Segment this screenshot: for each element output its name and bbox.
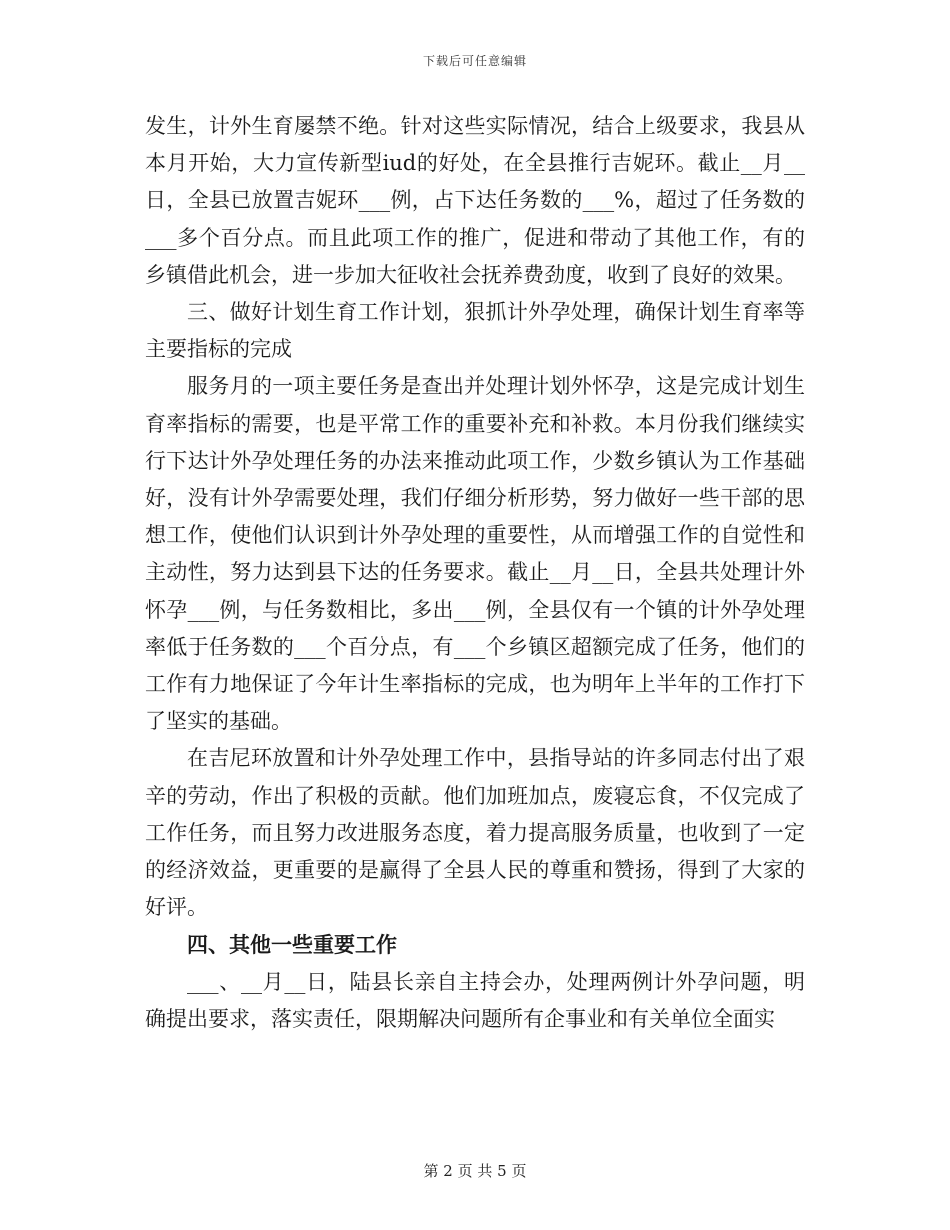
page-header: 下载后可任意编辑	[422, 54, 527, 68]
page-number: 第 2 页 共 5 页	[423, 1162, 527, 1180]
paragraph-acknowledgement: 在吉尼环放置和计外孕处理工作中，县指导站的许多同志付出了艰辛的劳动，作出了积极的贡献。他们加班加点，废寝忘食，不仅完成了工作任务，而且努力改进服务态度，着力提高服务质量，也收到了一定的经济效益，更重要的是赢得了全县人民的尊重和赞扬，得到了大家的好评。	[145, 746, 805, 920]
paragraph-section-4: ___、__月__日，陆县长亲自主持会办，处理两例计外孕问题，明确提出要求，落实责任，限期解决问题所有企事业和有关单位全面实	[145, 969, 805, 1031]
section-heading-4: 四、其他一些重要工作	[187, 932, 397, 958]
paragraph-section-3: 服务月的一项主要任务是查出并处理计划外怀孕，这是完成计划生育率指标的需要，也是平常工作的重要补充和补救。本月份我们继续实行下达计外孕处理任务的办法来推动此项工作，少数乡镇认为工作基础好，没有计外孕需要处理，我们仔细分析形势，努力做好一些干部的思想工作，使他们认识到计外孕处理的重要性，从而增强工作的自觉性和主动性，努力达到县下达的任务要求。截止__月__日，全县共处理计外怀孕___例，与任务数相比，多出___例，全县仅有一个镇的计外孕处理率低于任务数的___个百分点，有___个乡镇区超额完成了任务，他们的工作有力地保证了今年计生率指标的完成，也为明年上半年的工作打下了坚实的基础。	[145, 374, 805, 734]
section-heading-3: 三、做好计划生育工作计划，狠抓计外孕处理，确保计划生育率等主要指标的完成	[145, 300, 805, 362]
paragraph-continuation: 发生，计外生育屡禁不绝。针对这些实际情况，结合上级要求，我县从本月开始，大力宣传新型iud的好处，在全县推行吉妮环。截止__月__日，全县已放置吉妮环___例，占下达任务数的___%，超过了任务数的___多个百分点。而且此项工作的推广，促进和带动了其他工作，有的乡镇借此机会，进一步加大征收社会抚养费劲度，收到了良好的效果。	[145, 114, 805, 287]
document-body	[145, 108, 805, 1038]
